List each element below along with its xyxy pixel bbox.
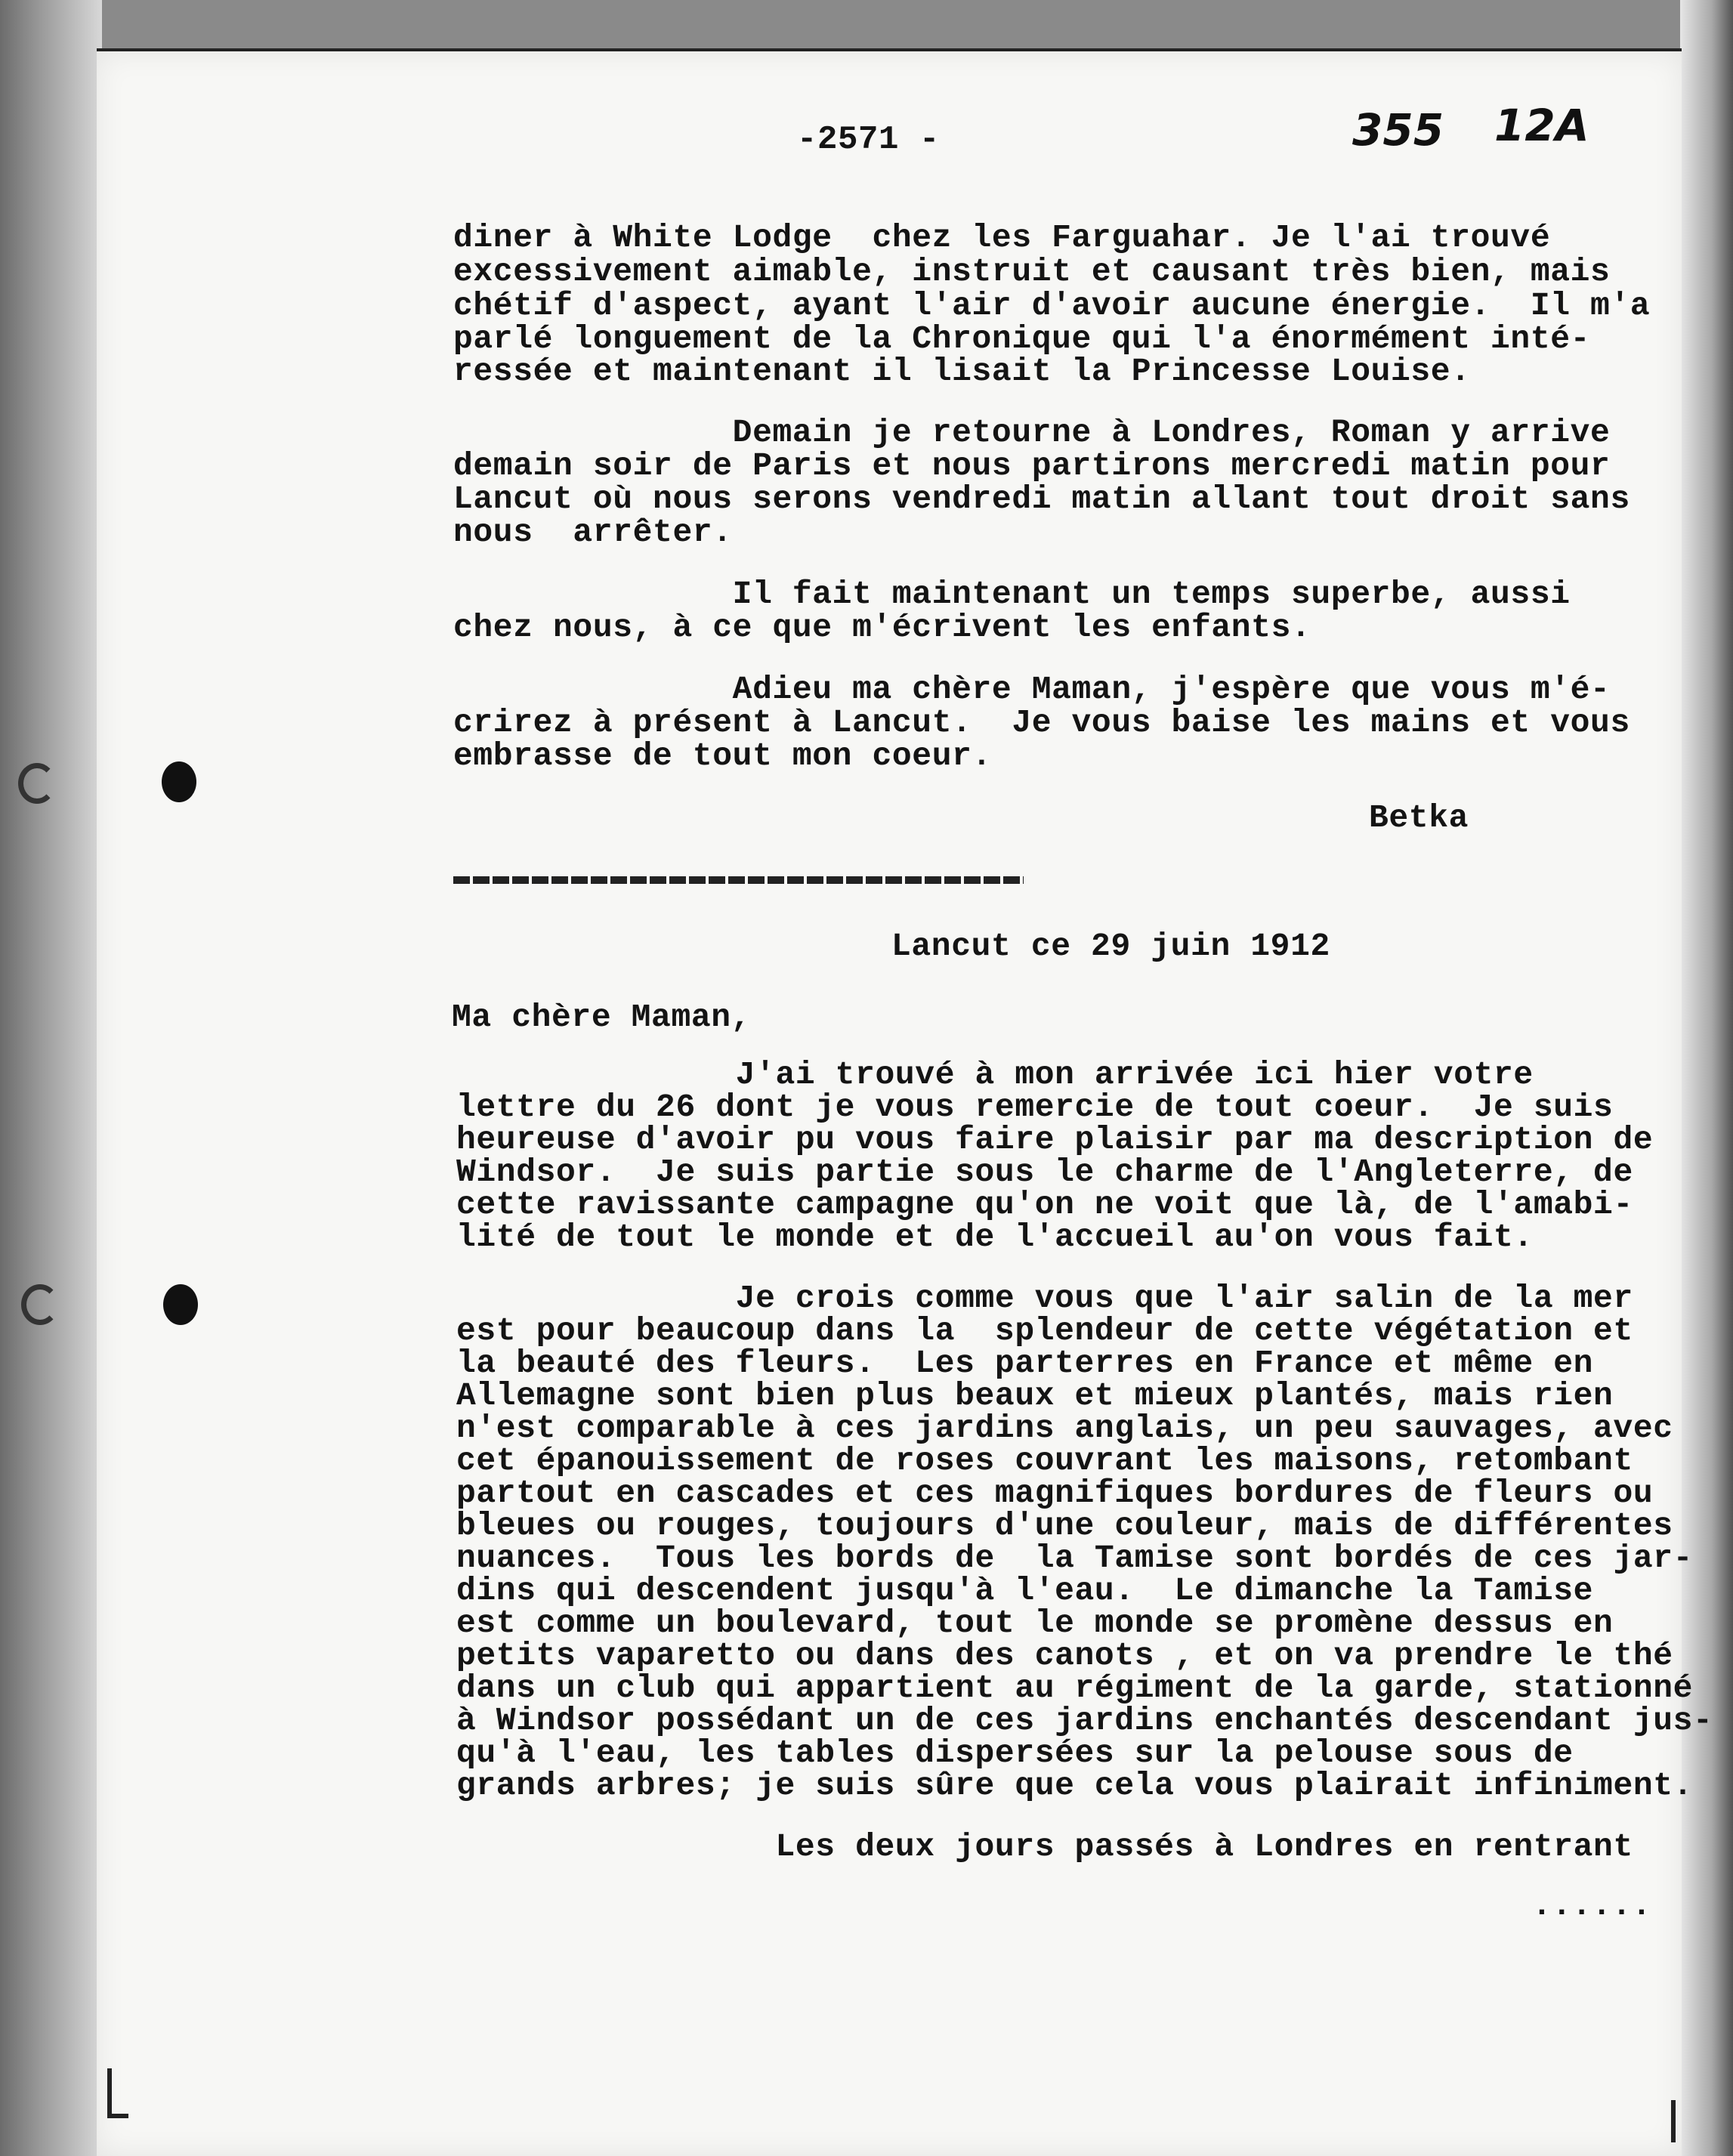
text-line: Windsor. Je suis partie sous le charme de l'Angleterre, de [456, 1154, 1633, 1191]
separator-rule [453, 876, 1024, 884]
text-line: bleues ou rouges, toujours d'une couleur, mais de différentes [456, 1507, 1673, 1544]
text-line: Les deux jours passés à Londres en rentrant [456, 1828, 1633, 1865]
text-line: n'est comparable à ces jardins anglais, un peu sauvages, avec [456, 1410, 1673, 1447]
text-line: Allemagne sont bien plus beaux et mieux plantés, mais rien [456, 1377, 1614, 1414]
text-line: parlé longuement de la Chronique qui l'a énormément inté- [453, 320, 1591, 357]
corner-mark [107, 2068, 128, 2118]
text-line: est pour beaucoup dans la splendeur de cette végétation et [456, 1312, 1633, 1349]
text-line: demain soir de Paris et nous partirons mercredi matin pour [453, 447, 1611, 484]
binder-hole-icon [162, 761, 196, 802]
text-line: diner à White Lodge chez les Farguahar. Je l'ai trouvé [453, 219, 1551, 256]
text-line: grands arbres; je suis sûre que cela vous plairait infiniment. [456, 1767, 1694, 1804]
text-line: chez nous, à ce que m'écrivent les enfants. [453, 609, 1311, 646]
text-line: embrasse de tout mon coeur. [453, 737, 992, 774]
text-line: petits vaparetto ou dans des canots , et on va prendre le thé [456, 1637, 1673, 1674]
archive-number-1: 355 [1352, 104, 1444, 156]
scan-left-edge [0, 0, 102, 2156]
text-line: Demain je retourne à Londres, Roman y arrive [453, 414, 1611, 451]
binder-hole-mark-icon [21, 1284, 59, 1325]
text-line: excessivement aimable, instruit et causant très bien, mais [453, 253, 1611, 290]
text-line: crirez à présent à Lancut. Je vous baise les mains et vous [453, 704, 1630, 741]
text-line: nuances. Tous les bords de la Tamise sont bordés de ces jar- [456, 1540, 1694, 1577]
text-line: Adieu ma chère Maman, j'espère que vous m'é- [453, 671, 1611, 708]
text-line: ressée et maintenant il lisait la Princesse Louise. [453, 353, 1471, 390]
text-line: partout en cascades et ces magnifiques bordures de fleurs ou [456, 1475, 1654, 1512]
text-line: Je crois comme vous que l'air salin de la mer [456, 1280, 1633, 1317]
text-line: la beauté des fleurs. Les parterres en France et même en [456, 1345, 1594, 1382]
text-line: Il fait maintenant un temps superbe, aussi [453, 576, 1571, 613]
text-line: Lancut où nous serons vendredi matin allant tout droit sans [453, 480, 1630, 517]
text-line: à Windsor possédant un de ces jardins enchantés descendant jus- [456, 1702, 1713, 1739]
text-line: J'ai trouvé à mon arrivée ici hier votre [456, 1056, 1534, 1093]
text-line: dins qui descendent jusqu'à l'eau. Le dimanche la Tamise [456, 1572, 1594, 1609]
scan-right-edge [1680, 0, 1733, 2156]
archive-number-2: 12A [1494, 100, 1589, 151]
binder-hole-mark-icon [18, 763, 56, 804]
continuation-dots: ...... [1532, 1887, 1652, 1924]
salutation: Ma chère Maman, [452, 999, 752, 1036]
text-line: est comme un boulevard, tout le monde se promène dessus en [456, 1605, 1614, 1642]
text-line: qu'à l'eau, les tables dispersées sur la pelouse sous de [456, 1734, 1574, 1771]
corner-mark [1671, 2100, 1676, 2142]
text-line: cette ravissante campagne qu'on ne voit que là, de l'amabi- [456, 1186, 1633, 1223]
binder-hole-icon [163, 1284, 198, 1325]
text-line: dans un club qui appartient au régiment de la garde, stationné [456, 1670, 1694, 1707]
text-line: nous arrêter. [453, 514, 733, 551]
text-line: chétif d'aspect, ayant l'air d'avoir aucune énergie. Il m'a [453, 287, 1651, 324]
text-line: heureuse d'avoir pu vous faire plaisir par ma description de [456, 1121, 1654, 1158]
text-line: cet épanouissement de roses couvrant les maisons, retombant [456, 1442, 1633, 1479]
dateline: Lancut ce 29 juin 1912 [891, 928, 1330, 965]
page-number: -2571 - [797, 121, 941, 159]
signature: Betka [1369, 799, 1469, 836]
text-line: lettre du 26 dont je vous remercie de tout coeur. Je suis [456, 1089, 1614, 1126]
text-line: lité de tout le monde et de l'accueil au'on vous fait. [456, 1219, 1534, 1256]
